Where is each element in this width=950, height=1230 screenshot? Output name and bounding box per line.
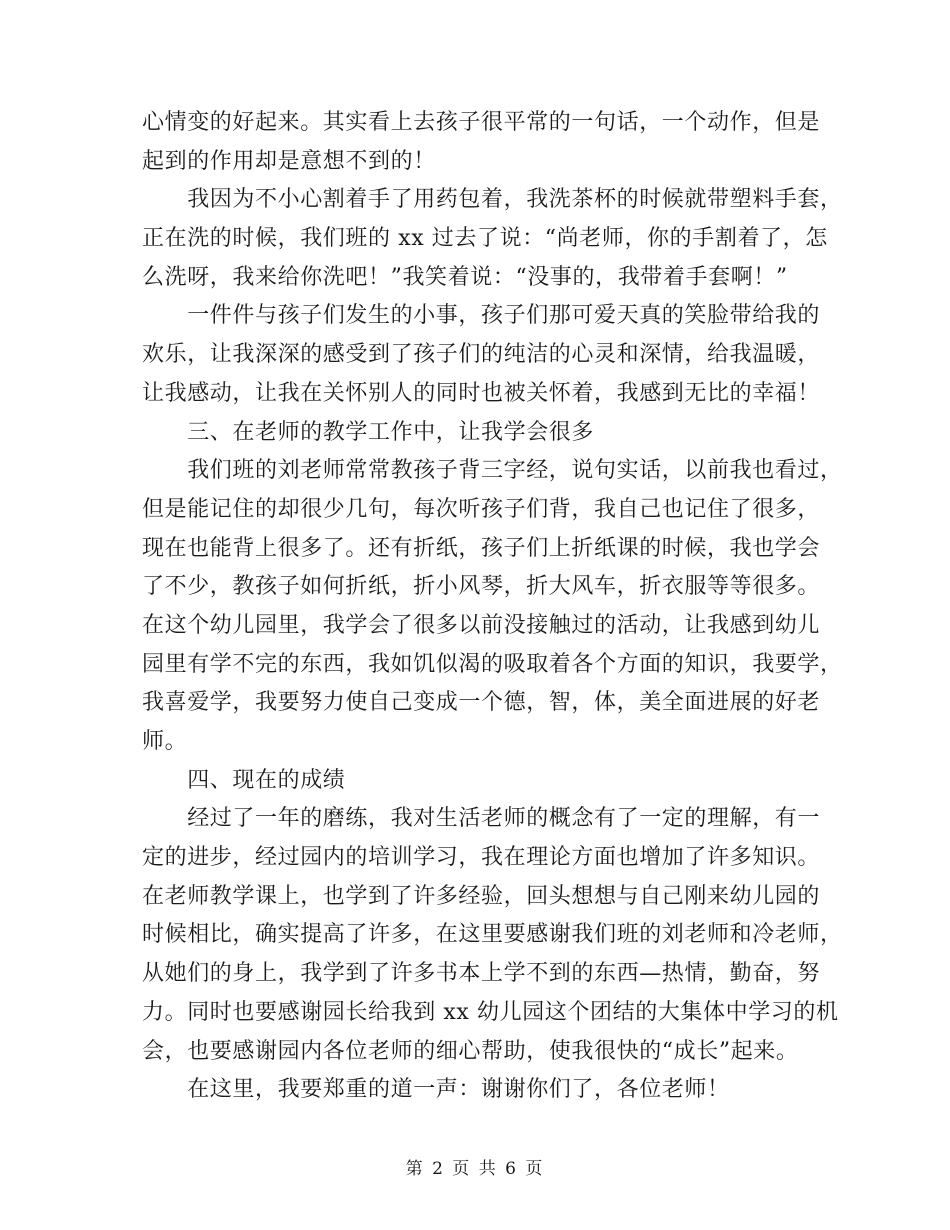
text-line: 了不少，教孩子如何折纸，折小风琴，折大风车，折衣服等等很多。 xyxy=(142,574,821,600)
text-line: 时候相比，确实提高了许多，在这里要感谢我们班的刘老师和冷老师， xyxy=(142,922,843,948)
text-line: 从她们的身上，我学到了许多书本上学不到的东西—热情，勤奋，努 xyxy=(142,961,821,987)
text-line: 在这个幼儿园里，我学会了很多以前没接触过的活动，让我感到幼儿 xyxy=(142,612,821,638)
text-line: 现在也能背上很多了。还有折纸，孩子们上折纸课的时候，我也学会 xyxy=(142,535,821,561)
text-line: 师。 xyxy=(142,729,188,754)
document-body xyxy=(142,104,843,1110)
text-line: 我们班的刘老师常常教孩子背三字经，说句实话，以前我也看过， xyxy=(142,458,843,484)
text-line: 在这里，我要郑重的道一声：谢谢你们了，各位老师！ xyxy=(142,1077,730,1103)
text-line: 但是能记住的却很少几句，每次听孩子们背，我自己也记住了很多， xyxy=(142,496,821,522)
text-line: 一件件与孩子们发生的小事，孩子们那可爱天真的笑脸带给我的 xyxy=(142,303,821,329)
text-line: 经过了一年的磨练，我对生活老师的概念有了一定的理解，有一 xyxy=(142,806,821,832)
text-line: 么洗呀，我来给你洗吧！”我笑着说：“没事的，我带着手套啊！” xyxy=(142,264,788,290)
text-line: 我因为不小心割着手了用药包着，我洗茶杯的时候就带塑料手套， xyxy=(142,187,843,213)
text-line: 园里有学不完的东西，我如饥似渴的吸取着各个方面的知识，我要学， xyxy=(142,651,843,677)
text-line: 在老师教学课上，也学到了许多经验，回头想想与自己刚来幼儿园的 xyxy=(142,883,821,909)
section-heading: 三、在老师的教学工作中，让我学会很多 xyxy=(142,419,595,445)
text-line: 会，也要感谢园内各位老师的细心帮助，使我很快的“成长”起来。 xyxy=(142,1038,799,1064)
section-heading: 四、现在的成绩 xyxy=(142,767,346,793)
text-line: 我喜爱学，我要努力使自己变成一个德，智，体，美全面进展的好老 xyxy=(142,690,821,716)
text-line: 让我感动，让我在关怀别人的同时也被关怀着，我感到无比的幸福！ xyxy=(142,380,821,406)
text-line: 欢乐，让我深深的感受到了孩子们的纯洁的心灵和深情，给我温暖， xyxy=(142,342,821,368)
text-line: 正在洗的时候，我们班的 xx 过去了说：“尚老师，你的手割着了，怎 xyxy=(142,226,828,252)
text-line: 起到的作用却是意想不到的！ xyxy=(142,148,436,174)
text-line: 心情变的好起来。其实看上去孩子很平常的一句话，一个动作，但是 xyxy=(142,110,821,135)
text-line: 力。同时也要感谢园长给我到 xx 幼儿园这个团结的大集体中学习的机 xyxy=(142,999,839,1025)
text-line: 定的进步，经过园内的培训学习，我在理论方面也增加了许多知识。 xyxy=(142,845,821,871)
page-number-footer: 第 2 页 共 6 页 xyxy=(405,1159,545,1179)
